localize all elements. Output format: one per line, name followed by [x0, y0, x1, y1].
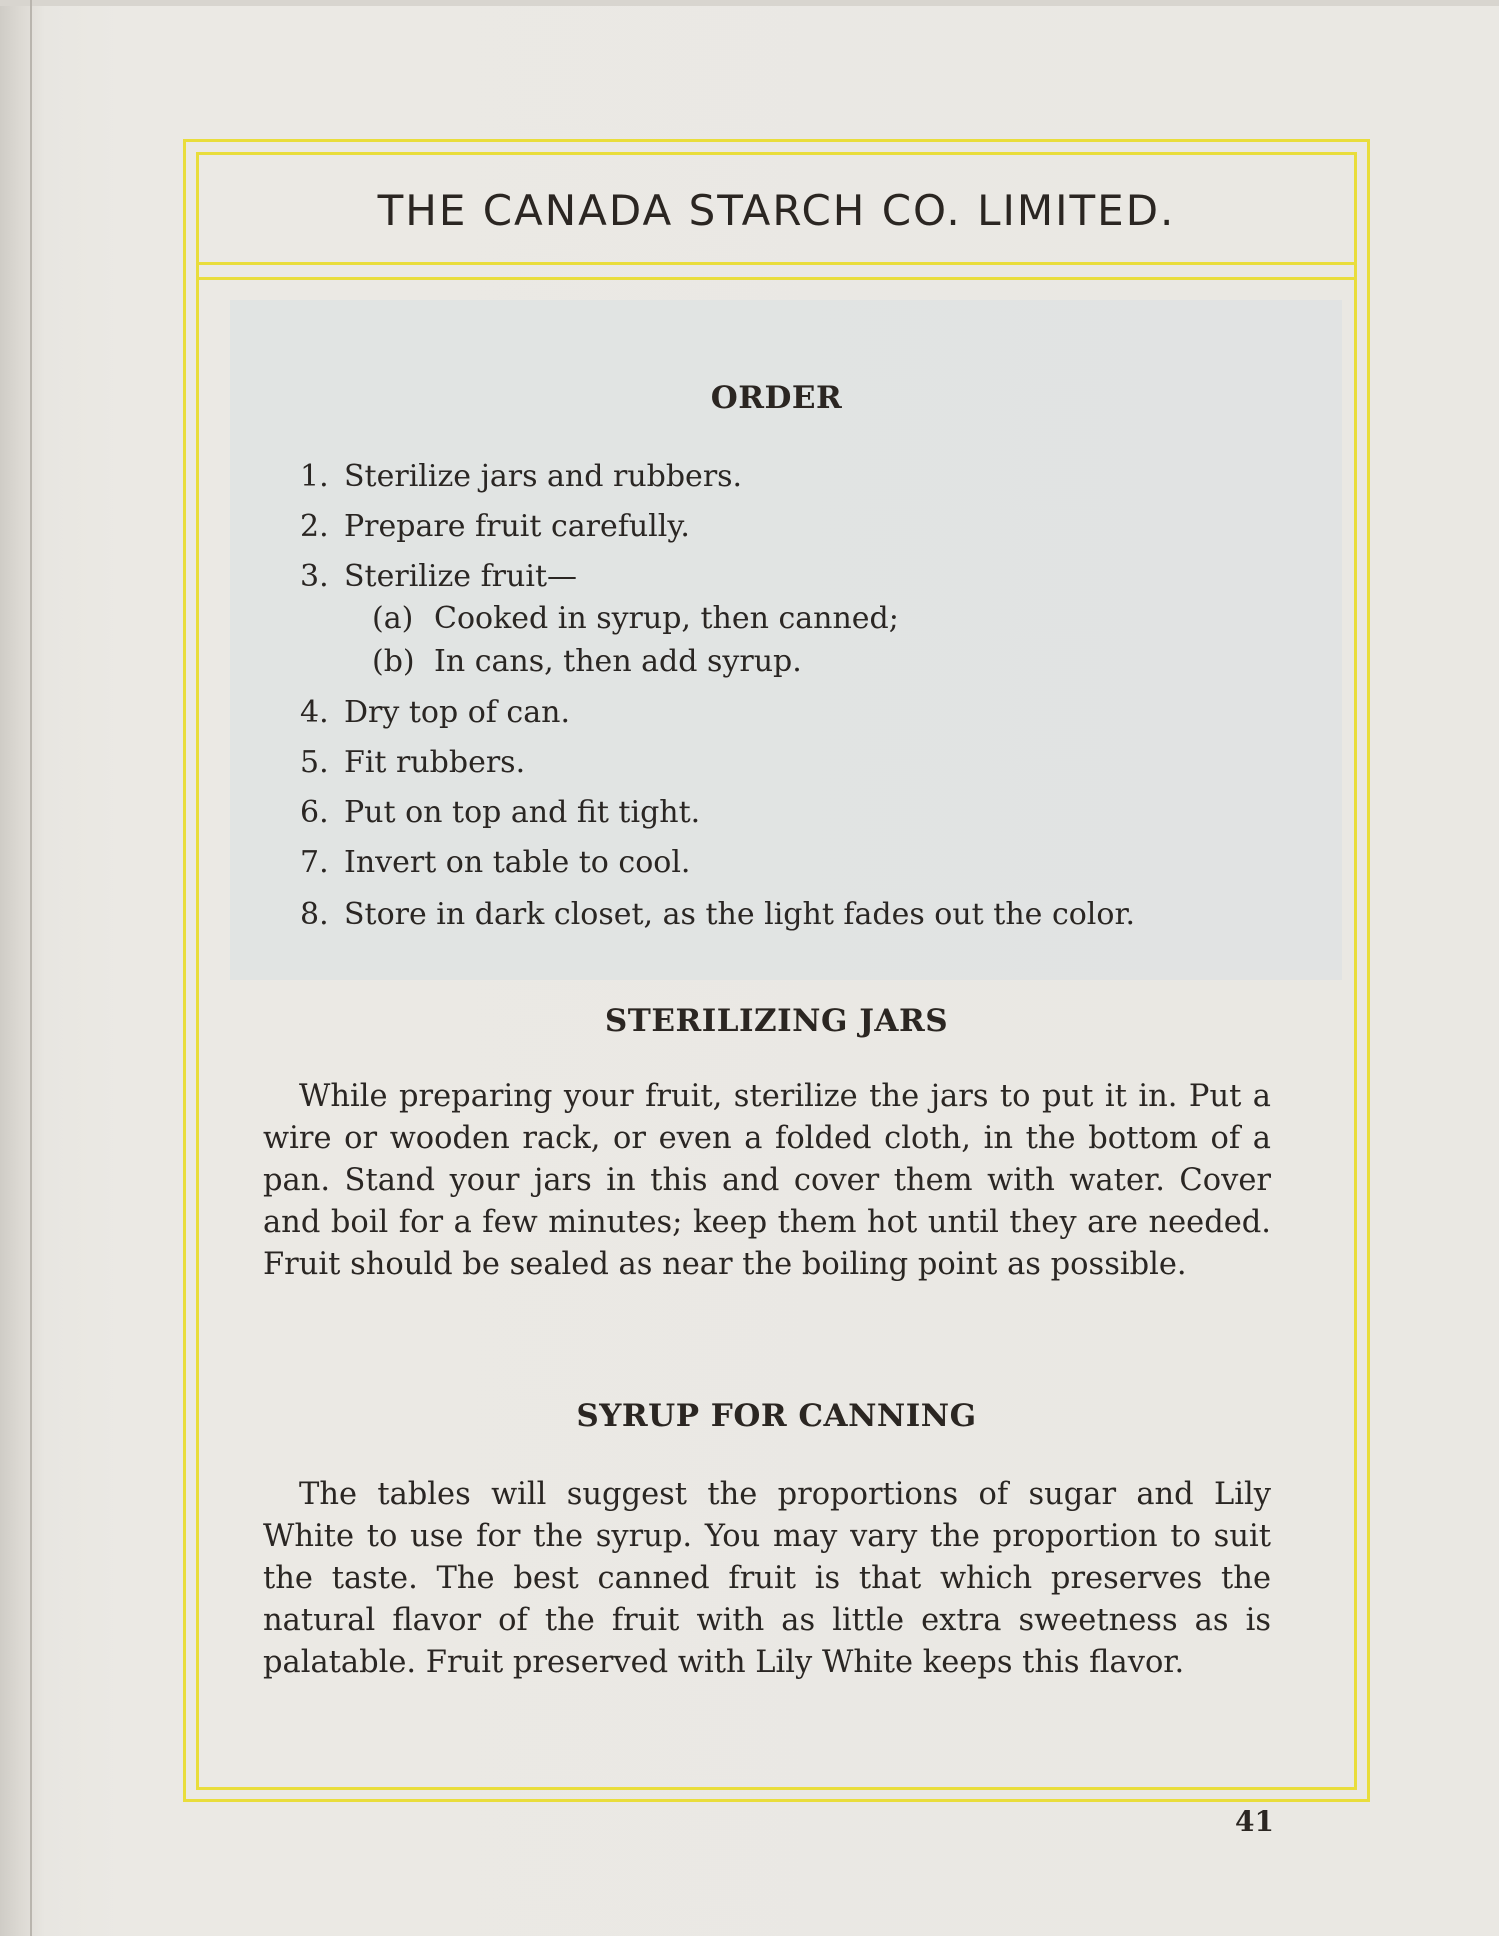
list-item-text: Dry top of can. [344, 695, 570, 730]
list-item-number: (b) [372, 644, 415, 679]
list-sub-item [372, 600, 899, 638]
list-item [300, 694, 570, 732]
list-item-text: Invert on table to cool. [344, 845, 691, 880]
list-item-number: 1. [300, 459, 329, 494]
page-header-title: THE CANADA STARCH CO. LIMITED. [377, 186, 1176, 235]
list-item-text: Sterilize fruit— [344, 559, 577, 594]
list-item-number: 5. [300, 745, 329, 780]
list-item-text: Sterilize jars and rubbers. [344, 459, 743, 494]
binding-gutter [30, 0, 32, 1936]
list-item [300, 744, 525, 782]
order-heading: ORDER [710, 380, 843, 416]
list-item-text: Prepare fruit carefully. [344, 509, 690, 544]
syrup-for-canning-paragraph: The tables will suggest the proportions of sugar and Lily White to use for the syrup. You may vary the proportion to suit the taste. The best canned fruit is that which preserves the natural flavor of the fruit with as little extra sweetness as is palatable. Fruit preserved with Lily White keeps this flavor. [263, 1477, 1271, 1680]
list-sub-item [372, 643, 802, 681]
list-item [300, 794, 700, 832]
list-item-number: 4. [300, 695, 329, 730]
list-item-text: In cans, then add syrup. [434, 644, 802, 679]
list-item-text: Cooked in syrup, then canned; [434, 601, 899, 636]
list-item [300, 558, 577, 596]
syrup-for-canning-heading: SYRUP FOR CANNING [576, 1398, 977, 1434]
list-item-text: Store in dark closet, as the light fades out the color. [344, 897, 1136, 932]
sterilizing-jars-heading: STERILIZING JARS [604, 1003, 949, 1039]
list-item-text: Put on top and fit tight. [344, 795, 701, 830]
header-rule-upper [196, 262, 1357, 265]
list-item-number: 2. [300, 509, 329, 544]
list-item [300, 508, 690, 546]
list-item-number: 7. [300, 845, 329, 880]
list-item-number: (a) [372, 601, 414, 636]
list-item-number: 6. [300, 795, 329, 830]
page-top-edge [0, 0, 1499, 6]
list-item-text: Fit rubbers. [344, 745, 526, 780]
list-item [300, 458, 742, 496]
list-item [300, 844, 690, 882]
header-rule-lower [196, 277, 1357, 280]
list-item [300, 896, 1135, 934]
page-number: 41 [1235, 1805, 1274, 1838]
sterilizing-jars-paragraph: While preparing your fruit, sterilize the jars to put it in. Put a wire or wooden rack, or even a folded cloth, in the bottom of a pan. Stand your jars in this and cover them with water. Cover and boil for a few minutes; keep them hot until they are needed. Fruit should be sealed as near the boiling point as possible. [263, 1079, 1271, 1282]
list-item-number: 3. [300, 559, 329, 594]
list-item-number: 8. [300, 897, 329, 932]
